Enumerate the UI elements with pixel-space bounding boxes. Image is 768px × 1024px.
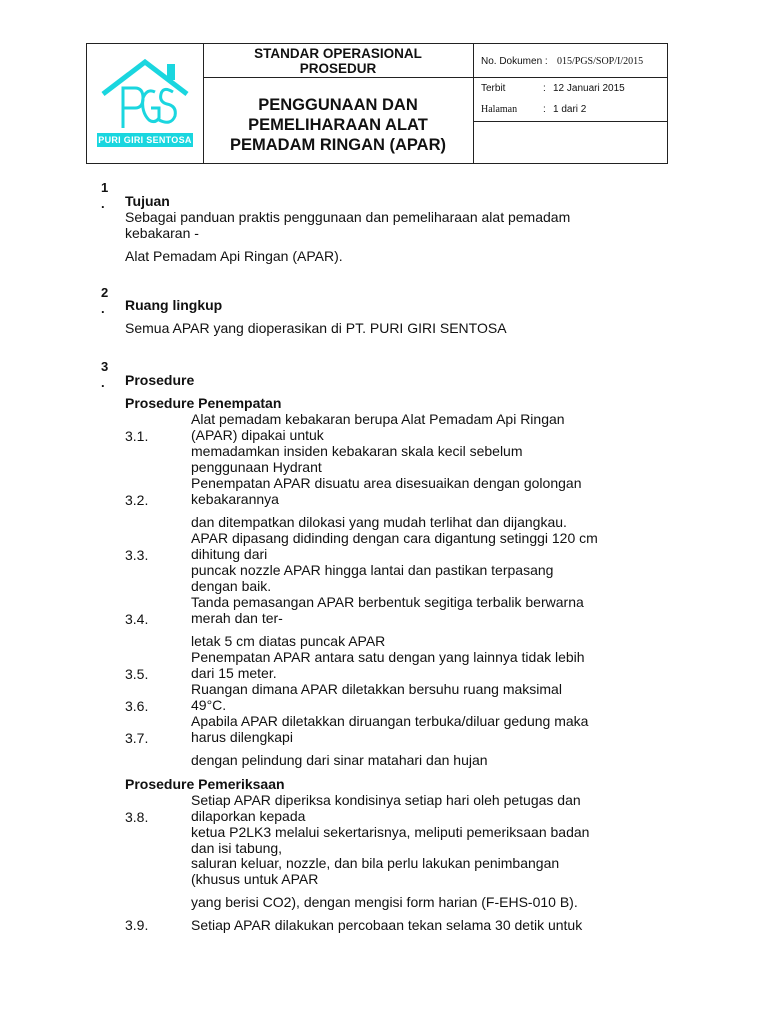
document-title-line: PENGGUNAAN DAN [258,96,418,114]
item-line: Setiap APAR diperiksa kondisinya setiap hari oleh petugas dan [191,792,581,808]
terbit-separator: : [543,83,546,94]
item-line: dengan pelindung dari sinar matahari dan hujan [191,752,488,768]
item-line: dilaporkan kepada [191,808,306,824]
logo-banner: PURI GIRI SENTOSA [98,135,192,145]
item-line: puncak nozzle APAR hingga lantai dan pastikan terpasang [191,562,554,578]
item-line: Setiap APAR dilakukan percobaan tekan selama 30 detik untuk [191,917,583,933]
item-number: 3.9. [125,917,149,933]
terbit-label: Terbit [481,83,506,94]
item-line: dan ditempatkan dilokasi yang mudah terlihat dan dijangkau. [191,514,567,530]
item-number: 3.6. [125,698,149,714]
section-title: Prosedure [125,372,195,388]
section-number: 3 [101,359,109,374]
section-number-dot: . [101,375,105,390]
terbit-value: 12 Januari 2015 [553,83,625,94]
item-line: dengan baik. [191,578,272,594]
item-line: Penempatan APAR antara satu dengan yang lainnya tidak lebih [191,649,585,665]
paragraph-line: Alat Pemadam Api Ringan (APAR). [125,248,343,264]
section-number: 1 [101,180,109,195]
halaman-label: Halaman [481,104,518,115]
document-title-line: PEMELIHARAAN ALAT [248,116,428,134]
sop-label-line: STANDAR OPERASIONAL [254,46,422,61]
item-line: Ruangan dimana APAR diletakkan bersuhu ruang maksimal [191,681,562,697]
item-line: merah dan ter- [191,610,283,626]
section-number-dot: . [101,196,105,211]
item-line: Tanda pemasangan APAR berbentuk segitiga terbalik berwarna [191,594,584,610]
subsection-title: Prosedure Penempatan [125,395,282,411]
paragraph-line: Semua APAR yang dioperasikan di PT. PURI GIRI SENTOSA [125,320,507,336]
section-number-dot: . [101,301,105,316]
item-line: Penempatan APAR disuatu area disesuaikan dengan golongan [191,475,582,491]
document-title-line: PEMADAM RINGAN (APAR) [229,136,446,154]
item-line: penggunaan Hydrant [191,459,322,475]
item-number: 3.1. [125,428,149,444]
item-line: saluran keluar, nozzle, dan bila perlu lakukan penimbangan [191,855,560,871]
item-number: 3.3. [125,547,149,563]
section-number: 2 [101,285,109,300]
item-number: 3.8. [125,809,149,825]
item-line: yang berisi CO2), dengan mengisi form harian (F-EHS-010 B). [191,894,578,910]
section-title: Ruang lingkup [125,297,223,313]
item-number: 3.7. [125,730,149,746]
item-number: 3.4. [125,611,149,627]
item-line: ketua P2LK3 melalui sekertarisnya, meliputi pemeriksaan badan [191,824,590,840]
item-line: dari 15 meter. [191,665,277,681]
halaman-value: 1 dari 2 [553,104,587,115]
item-line: (APAR) dipakai untuk [191,427,324,443]
item-line: memadamkan insiden kebakaran skala kecil sebelum [191,443,523,459]
section-title: Tujuan [125,193,170,209]
item-line: harus dilengkapi [191,729,293,745]
item-line: (khusus untuk APAR [191,871,319,887]
item-line: dihitung dari [191,546,268,562]
paragraph-line: kebakaran - [125,225,199,241]
item-line: dan isi tabung, [191,840,283,856]
item-number: 3.2. [125,492,149,508]
item-line: Alat pemadam kebakaran berupa Alat Pemadam Api Ringan [191,411,565,427]
subsection-title: Prosedure Pemeriksaan [125,776,285,792]
sop-label-line: PROSEDUR [299,61,377,76]
doc-number-value: 015/PGS/SOP/I/2015 [557,56,644,67]
item-line: letak 5 cm diatas puncak APAR [191,633,386,649]
halaman-separator: : [543,104,546,115]
item-line: APAR dipasang didinding dengan cara digantung setinggi 120 cm [191,530,598,546]
doc-number-label: No. Dokumen : [481,56,548,67]
item-number: 3.5. [125,666,149,682]
item-line: 49°C. [191,697,227,713]
paragraph-line: Sebagai panduan praktis penggunaan dan pemeliharaan alat pemadam [125,209,571,225]
item-line: kebakarannya [191,491,279,507]
item-line: Apabila APAR diletakkan diruangan terbuka/diluar gedung maka [191,713,589,729]
